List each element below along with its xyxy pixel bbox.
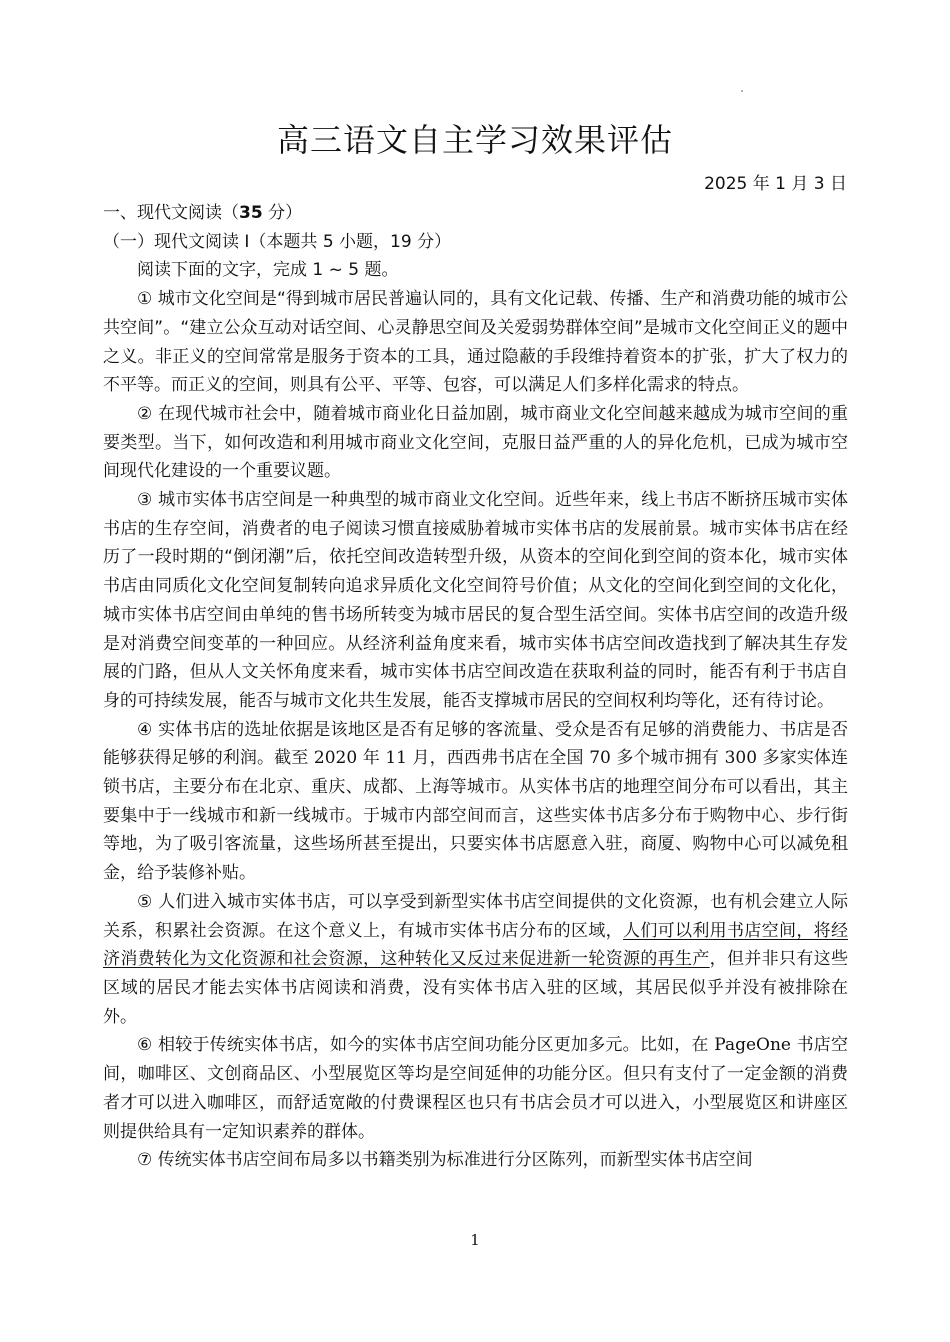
document-body: [103, 199, 848, 1175]
subsection-heading: （一）现代文阅读 I（本题共 5 小题，19 分）: [103, 231, 452, 252]
section-heading: [103, 199, 848, 228]
paragraph-1: ① 城市文化空间是“得到城市居民普遍认同的，具有文化记载、传播、生产和消费功能的城市公共空间”。“建立公众互动对话空间、心灵静思空间及关爱弱势群体空间”是城市文化空间正义的题中之义。非正义的空间常常是服务于资本的工具，通过隐蔽的手段维持着资本的扩张，扩大了权力的不平等。而正义的空间，则具有公平、平等、包容，可以满足人们多样化需求的特点。: [103, 289, 848, 396]
p5-text-a: ⑤ 人们进入城市实体书店，可以享受到新型实体书店空间提供的文化资源，也有机会建立人际关系，积累社会资源。在这个意义上，有城市实体书店分布的区域，: [103, 891, 848, 941]
p6-brand-name: PageOne: [714, 1035, 791, 1056]
p4-city-count: 70: [589, 748, 611, 769]
scan-dot: [741, 90, 743, 92]
exam-date: 2025 年 1 月 3 日: [704, 174, 847, 194]
paragraph-6: [103, 1031, 848, 1146]
page-title: 高三语文自主学习效果评估: [276, 121, 673, 159]
section-heading-prefix: 一、现代文阅读（: [103, 203, 239, 223]
p6-text-b: 书店空间，咖啡区、文创商品区、小型展览区等均是空间延伸的功能分区。但只有支付了一定金额的消费者才可以进入咖啡区，而舒适宽敞的付费课程区也只有书店会员才可以进入，小型展览区和讲座区则提供给具有一定知识素养的群体。: [103, 1035, 849, 1142]
p5-underlined-sentence: 人们可以利用书店空间，将经济消费转化为文化资源和社会资源，这种转化又反过来促进新一轮资源的再生产: [103, 920, 848, 970]
p4-text-d: 多个城市拥有: [610, 748, 725, 769]
section-heading-suffix: 分）: [262, 203, 303, 223]
paragraph-3: ③ 城市实体书店空间是一种典型的城市商业文化空间。近些年来，线上书店不断挤压城市实体书店的生存空间，消费者的电子阅读习惯直接威胁着城市实体书店的发展前景。城市实体书店在经历了一段时期的“倒闭潮”后，依托空间改造转型升级，从资本的空间化到空间的资本化，城市实体书店由同质化文化空间复制转向追求异质化文化空间符号价值；从文化的空间化到空间的文化化，城市实体书店空间由单纯的售书场所转变为城市居民的复合型生活空间。实体书店空间的改造升级是对消费空间变革的一种回应。从经济利益角度来看，城市实体书店空间改造找到了解决其生存发展的门路，但从人文关怀角度来看，城市实体书店空间改造在获取利益的同时，能否有利于书店自身的可持续发展，能否与城市文化共生发展，能否支撑城市居民的空间权利均等化，还有待讨论。: [103, 490, 848, 711]
paragraph-2: ② 在现代城市社会中，随着城市商业化日益加剧，城市商业文化空间越来越成为城市空间的重要类型。当下，如何改造和利用城市商业文化空间，克服日益严重的人的异化危机，已成为城市空间现代化建设的一个重要议题。: [103, 403, 848, 482]
p4-text-a: ④ 实体书店的选址依据是该地区是否有足够的客流量、受众是否有足够的消费能力、书店是否能够获得足够的利润。截至: [103, 719, 848, 769]
p6-text-a: ⑥ 相较于传统实体书店，如今的实体书店空间功能分区更加多元。比如，在: [137, 1035, 715, 1056]
section-score: 35: [239, 203, 263, 223]
p4-text-b: 年: [357, 748, 386, 769]
paragraph-7: ⑦ 传统实体书店空间布局多以书籍类别为标准进行分区陈列，而新型实体书店空间: [137, 1150, 753, 1171]
p4-year: 2020: [313, 748, 358, 769]
p5-text-b: ，但并非只有这些区域的居民才能去实体书店阅读和消费，没有实体书店入驻的区域，其居民似乎并没有被排除在外。: [103, 949, 849, 1027]
paragraph-5: [103, 888, 848, 1032]
p4-text-e: 多家实体连锁书店，主要分布在北京、重庆、成都、上海等城市。从实体书店的地理空间分布可以看出，其主要集中于一线城市和新一线城市。于城市内部空间而言，这些实体书店多分布于购物中心、步行街等地，为了吸引客流量，这些场所甚至提出，只要实体书店愿意入驻，商厦、购物中心可以减免租金，给予装修补贴。: [103, 748, 848, 884]
page-number: 1: [470, 1231, 480, 1249]
p4-month: 11: [385, 748, 407, 769]
paragraph-4: [103, 716, 848, 888]
p4-store-count: 300: [724, 748, 758, 769]
reading-instruction: 阅读下面的文字，完成 1 ~ 5 题。: [137, 260, 399, 281]
p4-text-c: 月，西西弗书店在全国: [406, 748, 590, 769]
